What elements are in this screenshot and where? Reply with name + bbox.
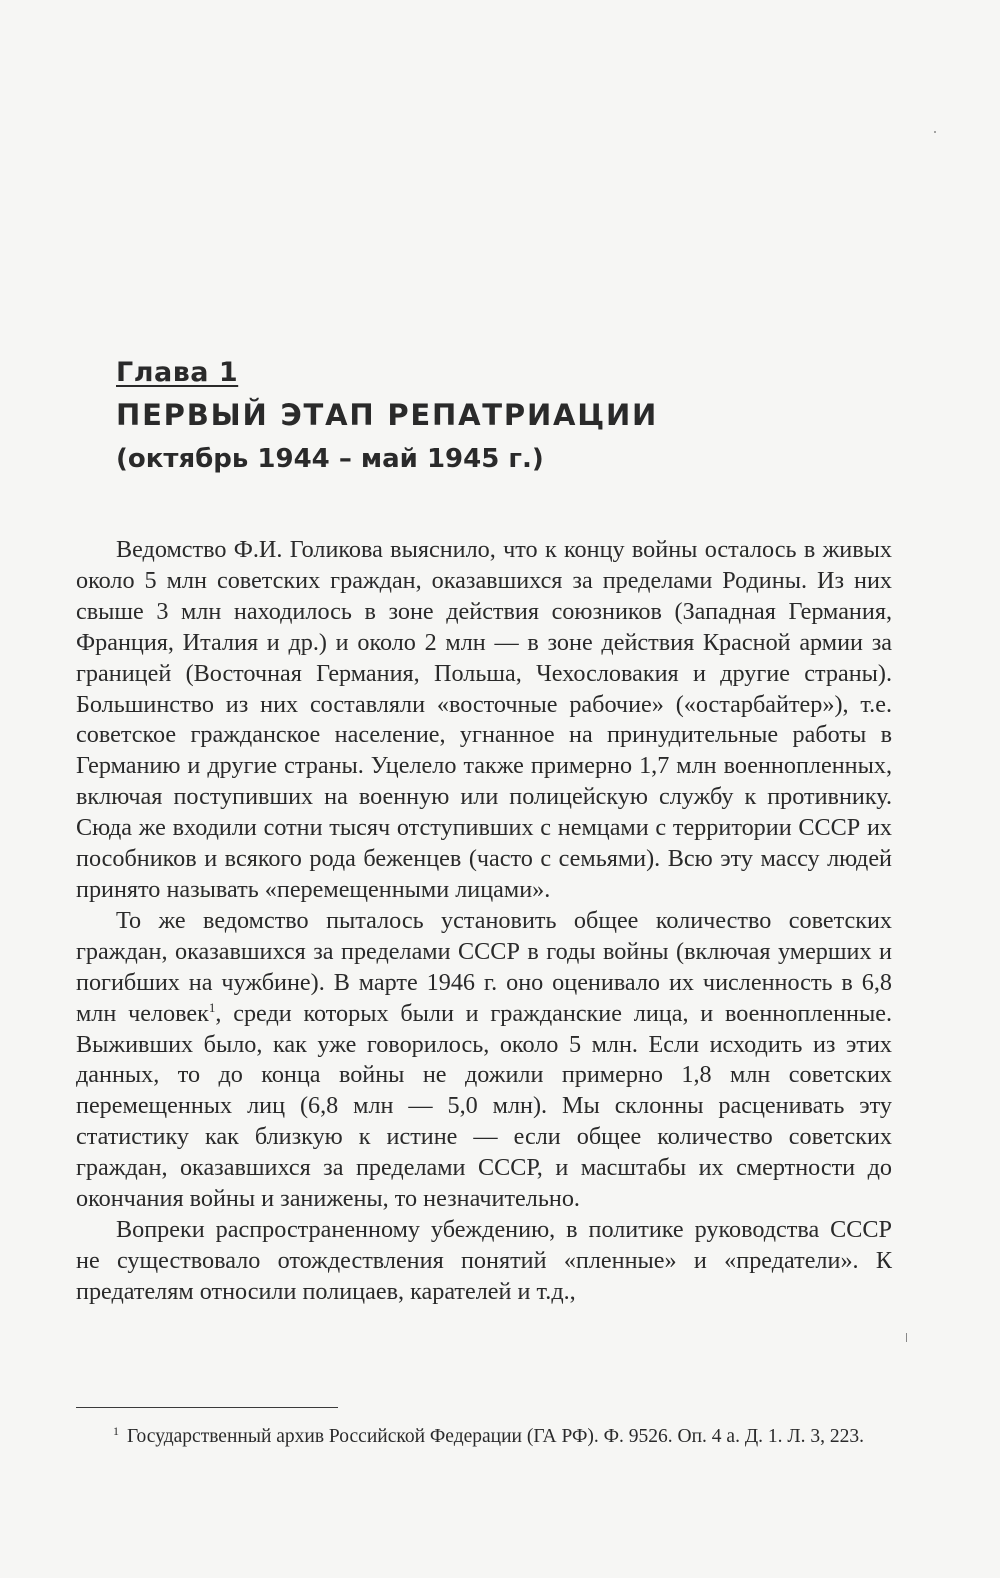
chapter-subtitle: (октябрь 1944 – май 1945 г.) — [116, 444, 544, 474]
chapter-label: Глава 1 — [116, 357, 239, 388]
footnote-ref[interactable]: 1 — [208, 999, 216, 1015]
footnote: 1 Государственный архив Российской Федерации (ГА РФ). Ф. 9526. Оп. 4 а. Д. 1. Л. 3, 223. — [113, 1423, 864, 1447]
paragraph-2 — [76, 906, 892, 1215]
paragraph-3: Вопреки распространенному убеждению, в политике руководства СССР не существовало отождествления понятий «пленные» и «предатели». К предателям относили полицаев, карателей и т.д., — [76, 1215, 892, 1305]
scan-speck — [934, 131, 936, 133]
body-text — [76, 535, 892, 1308]
footnote-divider — [76, 1407, 338, 1408]
paragraph-1: Ведомство Ф.И. Голикова выяснило, что к концу войны осталось в живых около 5 млн советских граждан, оказавшихся за пределами Родины. Из них свыше 3 млн находилось в зоне действия союзников (Западная Германия, Франция, Италия и др.) и около 2 млн — в зоне действия Красной армии за границей (Восточная Германия, Польша, Чехословакия и другие страны). Большинство из них составляли «восточные рабочие» («остарбайтер»), т.е. советское гражданское население, угнанное на принудительные работы в Германию и другие страны. Уцелело также примерно 1,7 млн военнопленных, включая поступивших на военную или полицейскую службу к противнику. Сюда же входили сотни тысяч отступивших с немцами с территории СССР их пособников и всякого рода беженцев (часто с семьями). Всю эту массу людей принято называть «перемещенными лицами». — [76, 536, 892, 903]
chapter-title: ПЕРВЫЙ ЭТАП РЕПАТРИАЦИИ — [116, 398, 659, 432]
paragraph-2-text-before: То же ведомство пыталось установить общее количество советских граждан, оказавшихся за пределами СССР в годы войны (включая умерших и погибших на чужбине). В марте 1946 г. оно оценивало их численность в 6,8 млн человек — [76, 906, 892, 1027]
footnote-text: Государственный архив Российской Федерации (ГА РФ). Ф. 9526. Оп. 4 а. Д. 1. Л. 3, 223. — [127, 1426, 864, 1447]
scan-speck — [906, 1333, 907, 1342]
paragraph-2-text-after: , среди которых были и гражданские лица, и военнопленные. Выживших было, как уже говорилось, около 5 млн. Если исходить из этих данных, то до конца войны не дожили примерно 1,8 млн советских перемещенных лиц (6,8 млн — 5,0 млн). Мы склонны расценивать эту статистику как близкую к истине — если общее количество советских граждан, оказавшихся за пределами СССР, и масштабы их смертности до окончания войны и занижены, то незначительно. — [76, 999, 892, 1213]
